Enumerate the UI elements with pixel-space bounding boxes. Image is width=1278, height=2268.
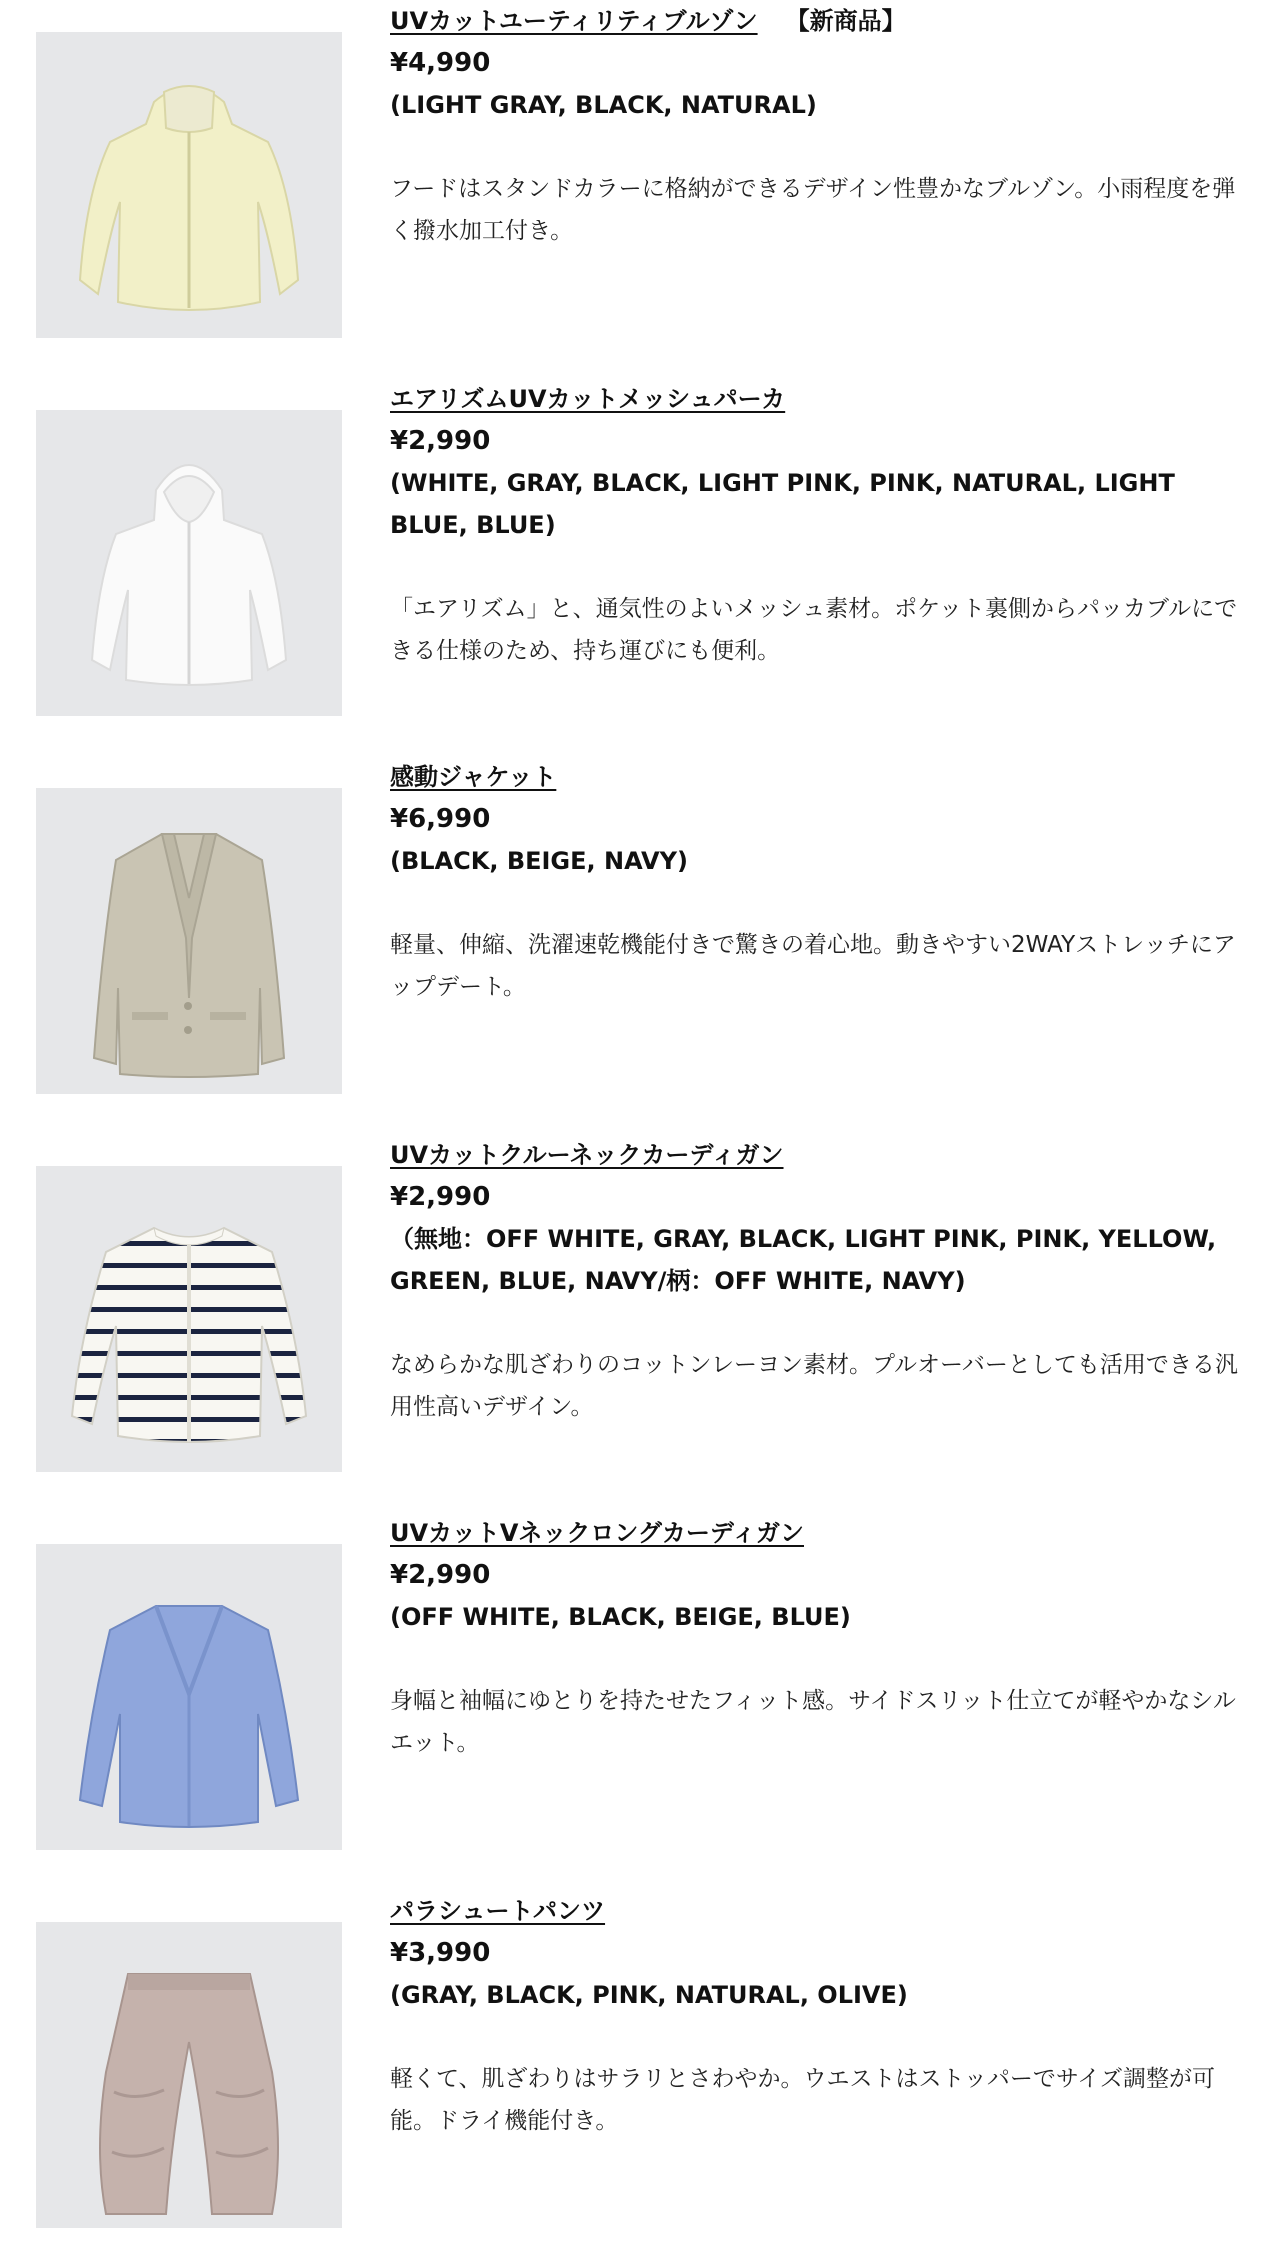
product-colors: (GRAY, BLACK, PINK, NATURAL, OLIVE) bbox=[390, 1981, 908, 2009]
product-price: ¥2,990 bbox=[390, 1182, 491, 1212]
product-image-hoodie[interactable] bbox=[36, 410, 342, 716]
product-colors: （無地：OFF WHITE, GRAY, BLACK, LIGHT PINK, PINK, YELLOW, GREEN, BLUE, NAVY/柄：OFF WHITE, NAVY) bbox=[390, 1225, 1217, 1295]
product-name-link[interactable]: パラシュートパンツ bbox=[390, 1897, 606, 1925]
product-image-jacket[interactable] bbox=[36, 788, 342, 1094]
product-image-v-neck-cardigan[interactable] bbox=[36, 1544, 342, 1850]
new-product-badge: 【新商品】 bbox=[785, 7, 906, 35]
white-hoodie-icon bbox=[36, 410, 342, 716]
product-colors: (BLACK, BEIGE, NAVY) bbox=[390, 847, 688, 875]
product-item bbox=[0, 1134, 1278, 1512]
product-item bbox=[0, 756, 1278, 1134]
product-description: なめらかな肌ざわりのコットンレーヨン素材。プルオーバーとしても活用できる汎用性高いデザイン。 bbox=[390, 1352, 1238, 1420]
product-price: ¥4,990 bbox=[390, 48, 491, 78]
product-name-link[interactable]: 感動ジャケット bbox=[390, 763, 557, 791]
product-colors: (WHITE, GRAY, BLACK, LIGHT PINK, PINK, NATURAL, LIGHT BLUE, BLUE) bbox=[390, 469, 1175, 539]
product-name-link[interactable]: UVカットユーティリティブルゾン bbox=[390, 7, 758, 35]
parachute-pants-icon bbox=[36, 1922, 342, 2228]
product-description: 「エアリズム」と、通気性のよいメッシュ素材。ポケット裏側からパッカブルにできる仕様のため、持ち運びにも便利。 bbox=[390, 596, 1238, 664]
product-name-link[interactable]: エアリズムUVカットメッシュパーカ bbox=[390, 385, 786, 413]
product-name-link[interactable]: UVカットVネックロングカーディガン bbox=[390, 1519, 804, 1547]
product-item bbox=[0, 1512, 1278, 1890]
product-price: ¥3,990 bbox=[390, 1938, 491, 1968]
product-price: ¥2,990 bbox=[390, 426, 491, 456]
product-colors: (OFF WHITE, BLACK, BEIGE, BLUE) bbox=[390, 1603, 851, 1631]
product-name-link[interactable]: UVカットクルーネックカーディガン bbox=[390, 1141, 784, 1169]
product-image-parachute-pants[interactable] bbox=[36, 1922, 342, 2228]
blue-cardigan-icon bbox=[36, 1544, 342, 1850]
product-item bbox=[0, 378, 1278, 756]
yellow-blouson-icon bbox=[36, 32, 342, 338]
product-item bbox=[0, 0, 1278, 378]
product-price: ¥2,990 bbox=[390, 1560, 491, 1590]
striped-cardigan-icon bbox=[36, 1166, 342, 1472]
product-item bbox=[0, 1890, 1278, 2268]
product-colors: (LIGHT GRAY, BLACK, NATURAL) bbox=[390, 91, 817, 119]
product-description: 軽くて、肌ざわりはサラリとさわやか。ウエストはストッパーでサイズ調整が可能。ドライ機能付き。 bbox=[390, 2066, 1216, 2134]
product-description: フードはスタンドカラーに格納ができるデザイン性豊かなブルゾン。小雨程度を弾く撥水加工付き。 bbox=[390, 176, 1236, 244]
product-price: ¥6,990 bbox=[390, 804, 491, 834]
product-image-striped-cardigan[interactable] bbox=[36, 1166, 342, 1472]
product-description: 身幅と袖幅にゆとりを持たせたフィット感。サイドスリット仕立てが軽やかなシルエット。 bbox=[390, 1688, 1236, 1756]
product-image-blouson[interactable] bbox=[36, 32, 342, 338]
product-description: 軽量、伸縮、洗濯速乾機能付きで驚きの着心地。動きやすい2WAYストレッチにアップデート。 bbox=[390, 932, 1236, 1000]
beige-jacket-icon bbox=[36, 788, 342, 1094]
